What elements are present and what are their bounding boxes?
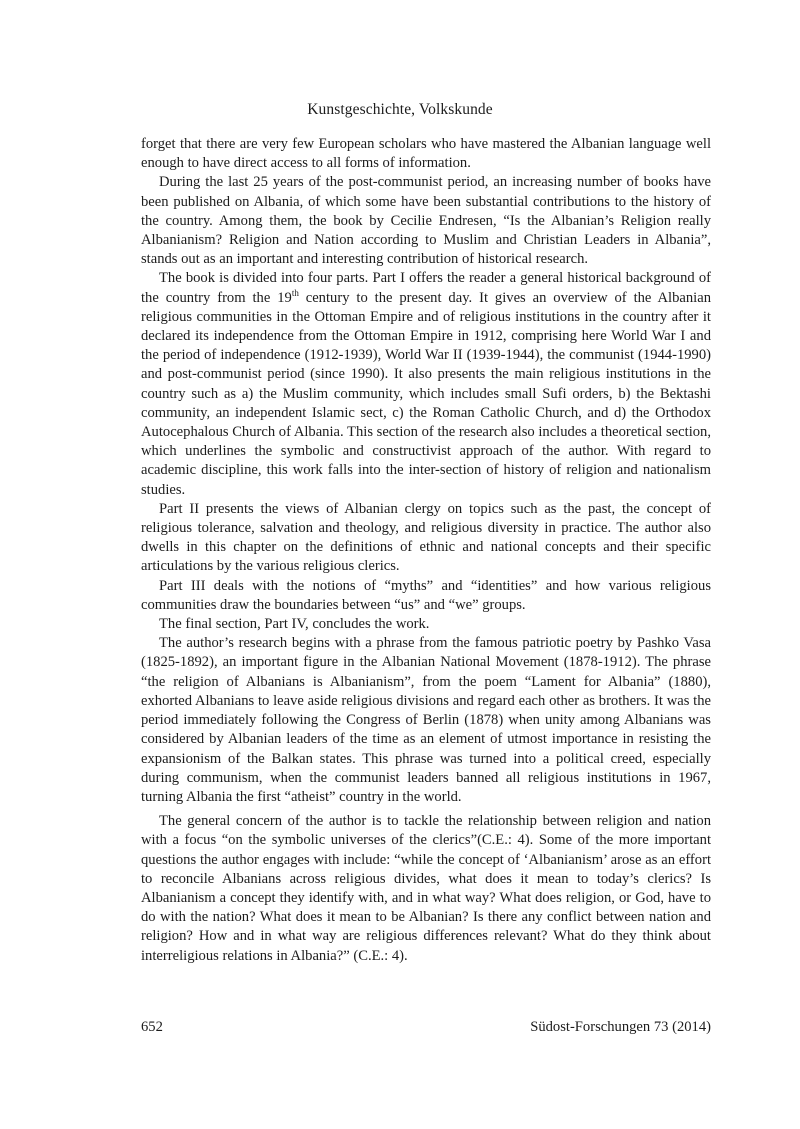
journal-citation: Südost-Forschungen 73 (2014) — [530, 1019, 711, 1035]
paragraph-text: century to the present day. It gives an overview of the Albanian religious communities in the Ottoman Empire and of religious institutions in the country after it declared its independence from the Ottoman Empire in 1912, comprising here World War I and the period of independence (1912-1939), World War II (1939-1944), the communist (1944-1990) and post-communist period (since 1990). It also presents the main religious institutions in the country such as a) the Muslim community, which includes small Sufi orders, b) the Bektashi community, an independent Islamic sect, c) the Roman Catholic Church, and d) the Orthodox Autocephalous Church of Albania. This section of the research also includes a theoretical section, which underlines the symbolic and constructivist approach of the author. With regard to academic discipline, this work falls into the inter-section of history of religion and nationalism studies. — [141, 289, 711, 498]
paragraph: The author’s research begins with a phrase from the famous patriotic poetry by Pashko Vasa (1825-1892), an important figure in the Albanian National Movement (1878-1912). The phrase “the religion of Albanians is Albanianism”, from the poem “Lament for Albania” (1880), exhorted Albanians to leave aside religious divisions and regard each other as brothers. It was the period immediately following the Congress of Berlin (1878) when unity among Albanians was considered by Albanian leaders of the time as an element of utmost importance in resisting the expansionism of the Balkan states. This phrase was turned into a political creed, especially during communism, when the communist leaders banned all religious institutions in 1967, turning Albania the first “atheist” country in the world. — [141, 635, 711, 805]
paragraph: During the last 25 years of the post-communist period, an increasing number of books have been published on Albania, of which some have been substantial contributions to the history of the country. Among them, the book by Cecilie Endresen, “Is the Albanian’s Religion really Albanianism? Religion and Nation according to Muslim and Christian Leaders in Albania”, stands out as an important and interesting contribution of historical research. — [141, 174, 711, 268]
paragraph: The general concern of the author is to tackle the relationship between religion and nation with a focus “on the symbolic universes of the clerics”(C.E.: 4). Some of the more important questions the author engages with include: “while the concept of ‘Albanianism’ arose as an effort to reconcile Albanians across religious divides, what does it mean to today’s clerics? Is Albanianism a concept they identify with, and in what way? What does religion, or God, have to do with the nation? What does it mean to be Albanian? Is there any conflict between nation and religion? How and in what way are religious differences relevant? What do they think about interreligious relations in Albania?” (C.E.: 4). — [141, 813, 711, 964]
page-number: 652 — [141, 1019, 163, 1035]
paragraph: The final section, Part IV, concludes the work. — [159, 616, 430, 633]
body-text — [141, 135, 711, 966]
running-head: Kunstgeschichte, Volkskunde — [307, 101, 493, 118]
paragraph: Part III deals with the notions of “myths” and “identities” and how various religious communities draw the boundaries between “us” and “we” groups. — [141, 577, 711, 613]
paragraph — [141, 269, 711, 499]
paragraph: Part II presents the views of Albanian clergy on topics such as the past, the concept of religious tolerance, salvation and theology, and religious diversity in practice. The author also dwells in this chapter on the definitions of ethnic and national concepts and their specific articulations by the various religious clerics. — [141, 500, 711, 575]
superscript: th — [291, 287, 299, 298]
paragraph-continued: forget that there are very few European scholars who have mastered the Albanian language well enough to have direct access to all forms of information. — [141, 136, 711, 172]
paragraph-text: The book is divided into four parts. Part I offers the reader a general historical background of the country from the 19 — [141, 270, 711, 306]
